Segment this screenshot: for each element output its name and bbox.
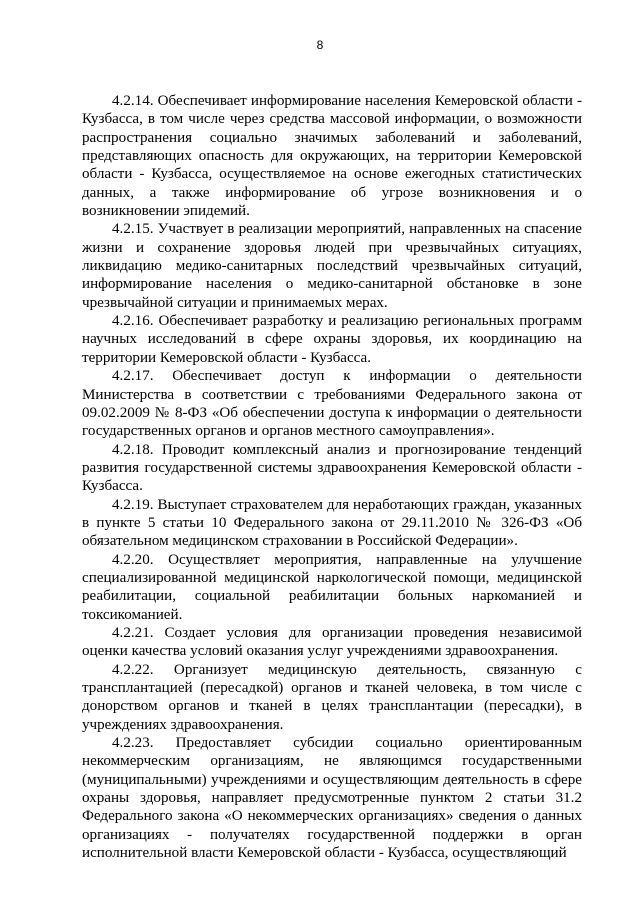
paragraph-4-2-22: 4.2.22. Организует медицинскую деятельность, связанную с трансплантацией (пересадкой) органов и тканей человека, в том числе с донорством органов и тканей в целях трансплантации (пересадки), в учреждениях здравоохранения. bbox=[82, 661, 582, 733]
paragraph-4-2-19: 4.2.19. Выступает страхователем для неработающих граждан, указанных в пункте 5 статьи 10 Федерального закона от 29.11.2010 № 326-ФЗ «Об обязательном медицинском страховании в Российской Федерации». bbox=[82, 496, 582, 550]
paragraph-4-2-23: 4.2.23. Предоставляет субсидии социально ориентированным некоммерческим организациям, не являющимся государственными (муниципальными) учреждениями и осуществляющим деятельность в сфере охраны здоровья, направляет предусмотренные пунктом 2 статьи 31.2 Федерального закона «О некоммерческих организациях» сведения о данных организациях - получателях государственной поддержки в орган исполнительной власти Кемеровской области - Кузбасса, осуществляющий bbox=[82, 735, 582, 862]
paragraph-4-2-16: 4.2.16. Обеспечивает разработку и реализацию региональных программ научных исследований в сфере охраны здоровья, их координацию на территории Кемеровской области - Кузбасса. bbox=[82, 313, 582, 366]
paragraph-4-2-21: 4.2.21. Создает условия для организации проведения независимой оценки качества условий оказания услуг учреждениями здравоохранения. bbox=[82, 624, 582, 660]
page-number: 8 bbox=[316, 38, 324, 52]
paragraph-4-2-14: 4.2.14. Обеспечивает информирование населения Кемеровской области - Кузбасса, в том числе через средства массовой информации, о возможности распространения социально значимых заболеваний и заболеваний, представляющих опасность для окружающих, на территории Кемеровской области - Кузбасса, осуществляемое на основе ежегодных статистических данных, а также информирование об угрозе возникновения и о возникновении эпидемий. bbox=[82, 93, 582, 220]
paragraph-4-2-20: 4.2.20. Осуществляет мероприятия, направленные на улучшение специализированной медицинской наркологической помощи, медицинской реабилитации, социальной реабилитации больных наркоманией и токсикоманией. bbox=[82, 551, 582, 623]
paragraph-4-2-15: 4.2.15. Участвует в реализации мероприятий, направленных на спасение жизни и сохранение здоровья людей при чрезвычайных ситуациях, ликвидацию медико-санитарных последствий чрезвычайных ситуаций, информирование населения о медико-санитарной обстановке в зоне чрезвычайной ситуации и принимаемых мерах. bbox=[82, 221, 582, 311]
paragraph-4-2-18: 4.2.18. Проводит комплексный анализ и прогнозирование тенденций развития государственной системы здравоохранения Кемеровской области - Кузбасса. bbox=[82, 441, 582, 495]
paragraph-4-2-17: 4.2.17. Обеспечивает доступ к информации о деятельности Министерства в соответствии с требованиями Федерального закона от 09.02.2009 № 8-ФЗ «Об обеспечении доступа к информации о деятельности государственных органов и органов местного самоуправления». bbox=[82, 368, 582, 440]
document-body bbox=[82, 92, 582, 862]
